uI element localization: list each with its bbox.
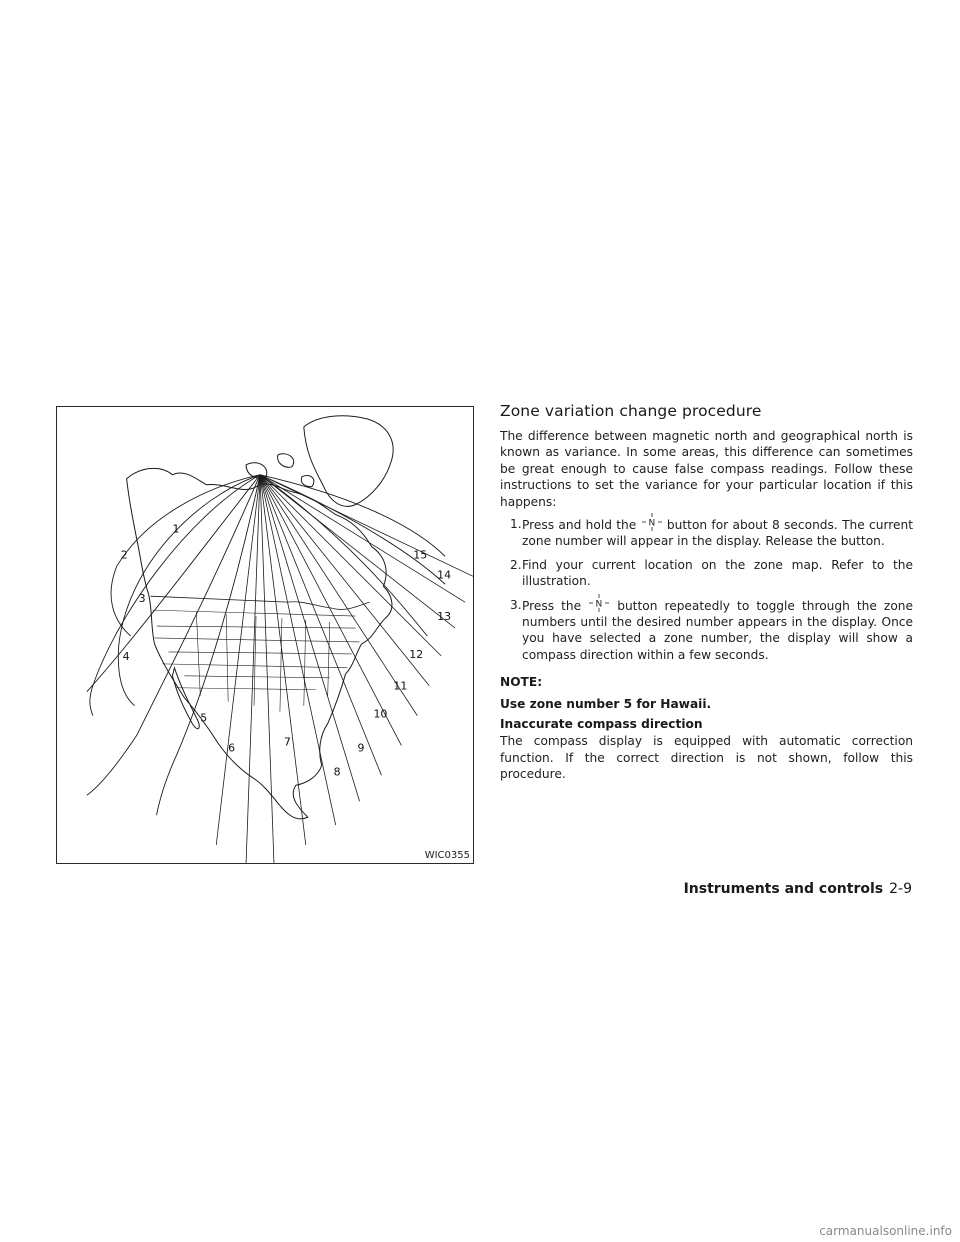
step-number: 2. [510,557,522,572]
instructions-column [500,402,913,783]
zone-label-3: 3 [138,592,146,606]
arctic-islands [246,454,314,487]
note-title: NOTE: [500,675,543,690]
canada-us-border [151,596,370,609]
zone-label-12: 12 [409,647,424,661]
compass-n-icon [641,516,663,530]
step-text-before: Press the [522,598,582,613]
step-1 [500,516,913,550]
step-text-after: button for about 8 seconds. The current zone number will appear in the display. Release the button. [522,518,914,549]
svg-text:N: N [595,599,603,610]
section-heading: Zone variation change procedure [500,402,762,420]
figure-code: WIC0355 [424,850,470,861]
zone-label-14: 14 [437,568,452,582]
zone-label-10: 10 [373,707,388,721]
compass-n-icon [588,597,610,611]
zone-label-9: 9 [357,741,365,755]
zone-label-7: 7 [283,735,291,749]
zone-map-illustration [57,407,473,863]
zone-label-4: 4 [122,649,130,663]
step-2 [500,557,913,590]
page-footer [684,881,912,897]
zone-label-13: 13 [437,610,452,624]
watermark: carmanualsonline.info [819,1224,952,1238]
baja-outline [172,668,199,729]
zone-label-8: 8 [333,765,341,779]
step-list [500,516,913,663]
step-number: 1. [510,517,522,532]
step-text-after: button repeatedly to toggle through the zone numbers until the desired number appears in the display. Once you have selected a zone number, the display will show a compass direction within a few seconds. [522,598,914,662]
intro-paragraph: The difference between magnetic north and geographical north is known as variance. In some areas, this difference can sometimes be great enough to cause false compass readings. Follow these instructions to set the variance for your particular location if this happens: [500,429,913,509]
step-text-before: Press and hold the [522,518,637,533]
zone-label-2: 2 [120,548,128,562]
step-number: 3. [510,597,522,612]
zone-label-15: 15 [413,548,428,562]
zone-map-figure [56,406,474,864]
step-3 [500,597,913,664]
greenland-outline [304,416,393,507]
sub-paragraph: The compass display is equipped with automatic correction function. If the correct direction is not shown, follow this procedure. [500,734,913,782]
zone-label-11: 11 [393,679,408,693]
north-america-outline [127,468,392,819]
footer-section-title: Instruments and controls [683,881,884,897]
page-number: 2-9 [889,881,912,897]
step-text: Find your current location on the zone map. Refer to the illustration. [522,557,913,589]
note-body: Use zone number 5 for Hawaii. [500,697,712,712]
zone-label-6: 6 [228,741,236,755]
zone-label-1: 1 [172,522,180,536]
subheading: Inaccurate compass direction [500,717,703,732]
svg-text:N: N [648,518,655,529]
zone-label-5: 5 [200,711,208,725]
